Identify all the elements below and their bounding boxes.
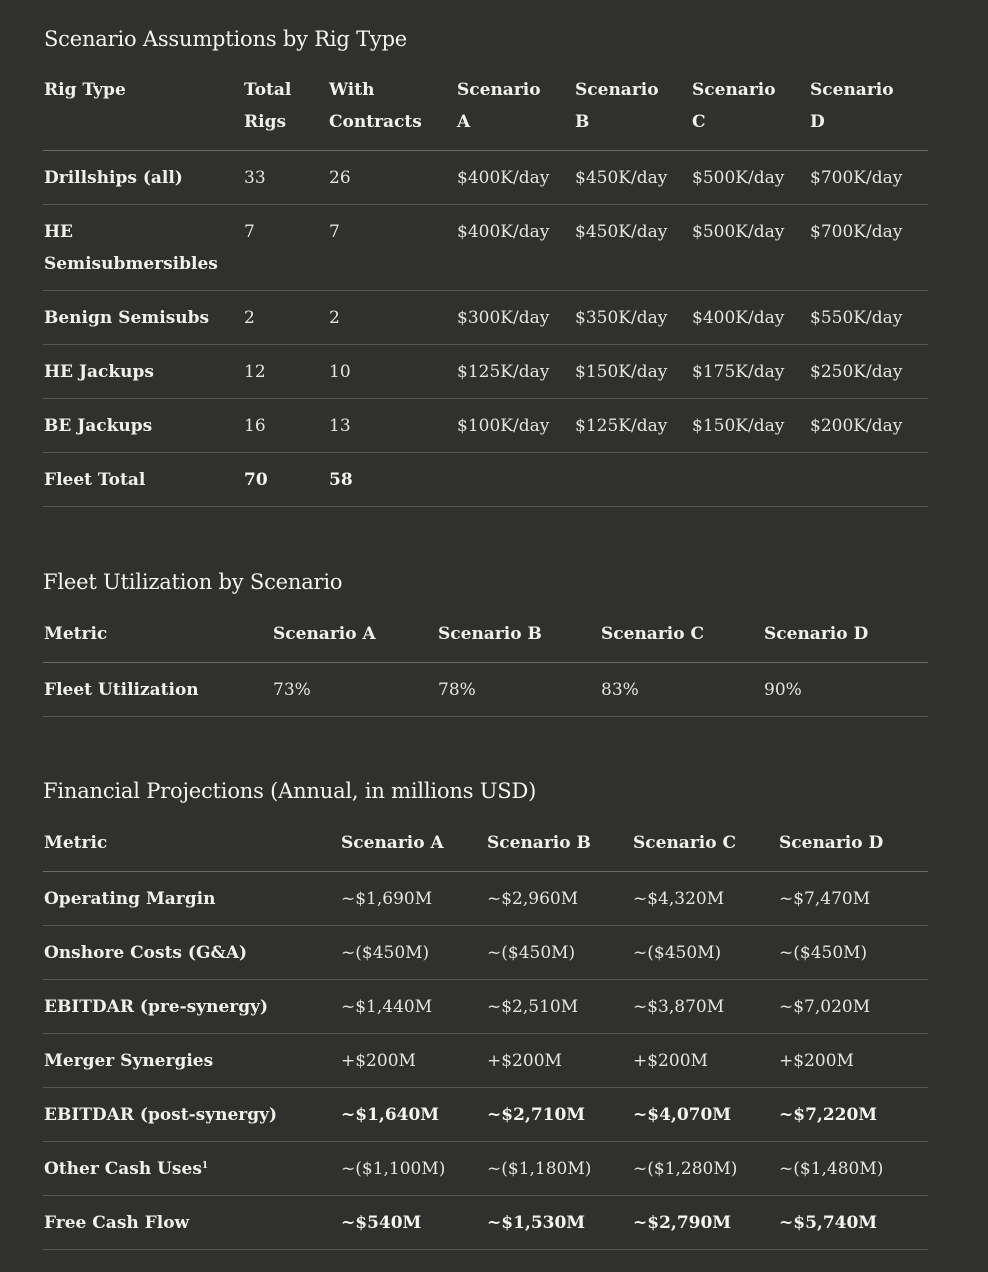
contracts-cell: 26 (329, 168, 351, 188)
fleet-utilization-section (43, 568, 928, 717)
column-header: With Contracts (329, 80, 422, 132)
scenario-c-cell: $500K/day (692, 222, 785, 242)
contracts-cell: 13 (329, 416, 351, 436)
scenario-c-cell: ~$3,870M (633, 997, 725, 1017)
rig-type-cell: BE Jackups (44, 416, 153, 436)
column-header: Total Rigs (244, 80, 292, 132)
metric-label: Other Cash Uses (44, 1159, 202, 1179)
scenario-b-cell: ~$2,710M (487, 1105, 586, 1125)
total-rigs-cell: 7 (244, 222, 255, 242)
scenario-d-cell: $200K/day (810, 416, 903, 436)
scenario-c-cell: $175K/day (692, 362, 785, 382)
table-row (43, 399, 928, 453)
scenario-c-cell: $500K/day (692, 168, 785, 188)
column-header: Scenario D (764, 624, 869, 644)
column-header: Scenario C (601, 624, 705, 644)
scenario-c-cell: $150K/day (692, 416, 785, 436)
scenario-b-cell: ~$2,510M (487, 997, 579, 1017)
scenario-a-cell: $400K/day (457, 222, 550, 242)
table-row-total (43, 453, 928, 507)
contracts-cell: 58 (329, 470, 353, 490)
fleet-utilization-table (43, 618, 928, 717)
table-header-row (43, 74, 928, 151)
table-row (43, 151, 928, 205)
scenario-b-cell: ~($1,180M) (487, 1159, 592, 1179)
column-header: Scenario B (487, 833, 591, 853)
scenario-d-cell: ~($1,480M) (779, 1159, 884, 1179)
rig-table-title: Scenario Assumptions by Rig Type (44, 27, 408, 51)
total-rigs-cell: 33 (244, 168, 266, 188)
scenario-d-cell: ~$7,220M (779, 1105, 878, 1125)
scenario-d-cell: $550K/day (810, 308, 903, 328)
scenario-a-cell: ~($1,100M) (341, 1159, 446, 1179)
scenario-b-cell: 78% (438, 680, 476, 700)
column-header: Scenario B (438, 624, 542, 644)
scenario-b-cell: ~$1,530M (487, 1213, 586, 1233)
scenario-d-cell: +$200M (779, 1051, 854, 1071)
table-row (43, 291, 928, 345)
contracts-cell: 10 (329, 362, 351, 382)
scenario-d-cell: ~$7,470M (779, 889, 871, 909)
column-header: Scenario A (273, 624, 376, 644)
column-header: Metric (44, 624, 108, 644)
column-header: Scenario C (692, 80, 776, 132)
scenario-a-cell (457, 453, 575, 507)
scenario-b-cell: $450K/day (575, 222, 668, 242)
metric-cell: Merger Synergies (44, 1051, 214, 1071)
scenario-b-cell: ~($450M) (487, 943, 576, 963)
metric-cell: EBITDAR (post-synergy) (44, 1105, 278, 1125)
rig-type-cell: Fleet Total (44, 470, 146, 490)
table-row (43, 663, 928, 717)
metric-cell: Free Cash Flow (44, 1213, 190, 1233)
rig-assumptions-table (43, 74, 928, 507)
scenario-d-cell (810, 453, 928, 507)
financial-projections-section (43, 777, 928, 1250)
column-header: Rig Type (44, 80, 126, 100)
scenario-b-cell: $450K/day (575, 168, 668, 188)
scenario-b-cell: ~$2,960M (487, 889, 579, 909)
util-table-title: Fleet Utilization by Scenario (43, 570, 343, 594)
scenario-d-cell: $700K/day (810, 168, 903, 188)
column-header: Metric (44, 833, 108, 853)
scenario-c-cell: 83% (601, 680, 639, 700)
total-rigs-cell: 70 (244, 470, 268, 490)
scenario-c-cell: ~$4,070M (633, 1105, 732, 1125)
column-header: Scenario A (341, 833, 444, 853)
scenario-a-cell: +$200M (341, 1051, 416, 1071)
column-header: Scenario A (457, 80, 541, 132)
scenario-c-cell: ~($1,280M) (633, 1159, 738, 1179)
table-row (43, 205, 928, 291)
table-row (43, 1142, 928, 1196)
scenario-d-cell: ~$7,020M (779, 997, 871, 1017)
table-row (43, 345, 928, 399)
table-header-row (43, 827, 928, 872)
scenario-d-cell: ~($450M) (779, 943, 868, 963)
column-header: Scenario D (810, 80, 894, 132)
scenario-a-cell: ~$540M (341, 1213, 422, 1233)
scenario-a-cell: ~($450M) (341, 943, 430, 963)
table-header-row (43, 618, 928, 663)
metric-cell: Operating Margin (44, 889, 216, 909)
table-row (43, 872, 928, 926)
footnote-marker: 1 (201, 1161, 209, 1171)
total-rigs-cell: 2 (244, 308, 255, 328)
rig-type-cell: Drillships (all) (44, 168, 183, 188)
column-header: Scenario B (575, 80, 659, 132)
scenario-b-cell: $150K/day (575, 362, 668, 382)
rig-type-cell: HE Jackups (44, 362, 154, 382)
scenario-a-cell: 73% (273, 680, 311, 700)
scenario-a-cell: $100K/day (457, 416, 550, 436)
scenario-c-cell: +$200M (633, 1051, 708, 1071)
scenario-b-cell: $350K/day (575, 308, 668, 328)
scenario-a-cell: $400K/day (457, 168, 550, 188)
column-header: Scenario D (779, 833, 884, 853)
scenario-d-cell: ~$5,740M (779, 1213, 878, 1233)
scenario-c-cell: $400K/day (692, 308, 785, 328)
scenario-a-cell: $300K/day (457, 308, 550, 328)
table-row (43, 926, 928, 980)
total-rigs-cell: 12 (244, 362, 266, 382)
scenario-b-cell: $125K/day (575, 416, 668, 436)
rig-type-cell: Benign Semisubs (44, 308, 210, 328)
scenario-c-cell: ~($450M) (633, 943, 722, 963)
metric-cell: Fleet Utilization (44, 680, 199, 700)
table-row (43, 1034, 928, 1088)
total-rigs-cell: 16 (244, 416, 266, 436)
scenario-c-cell (692, 453, 810, 507)
scenario-a-cell: ~$1,690M (341, 889, 433, 909)
scenario-b-cell: +$200M (487, 1051, 562, 1071)
scenario-a-cell: ~$1,440M (341, 997, 433, 1017)
scenario-a-cell: ~$1,640M (341, 1105, 440, 1125)
rig-assumptions-section (43, 25, 928, 507)
financial-projections-table (43, 827, 928, 1250)
metric-cell: Onshore Costs (G&A) (44, 943, 248, 963)
scenario-d-cell: $700K/day (810, 222, 903, 242)
scenario-d-cell: $250K/day (810, 362, 903, 382)
table-row (43, 980, 928, 1034)
scenario-a-cell: $125K/day (457, 362, 550, 382)
metric-cell (43, 1142, 341, 1196)
scenario-b-cell (575, 453, 692, 507)
scenario-c-cell: ~$2,790M (633, 1213, 732, 1233)
scenario-d-cell: 90% (764, 680, 802, 700)
fin-table-title: Financial Projections (Annual, in millions USD) (43, 779, 537, 803)
rig-type-cell: HE Semisubmersibles (44, 222, 218, 274)
contracts-cell: 7 (329, 222, 340, 242)
column-header: Scenario C (633, 833, 737, 853)
table-row (43, 1196, 928, 1250)
metric-cell: EBITDAR (pre-synergy) (44, 997, 269, 1017)
table-row (43, 1088, 928, 1142)
scenario-c-cell: ~$4,320M (633, 889, 725, 909)
contracts-cell: 2 (329, 308, 340, 328)
